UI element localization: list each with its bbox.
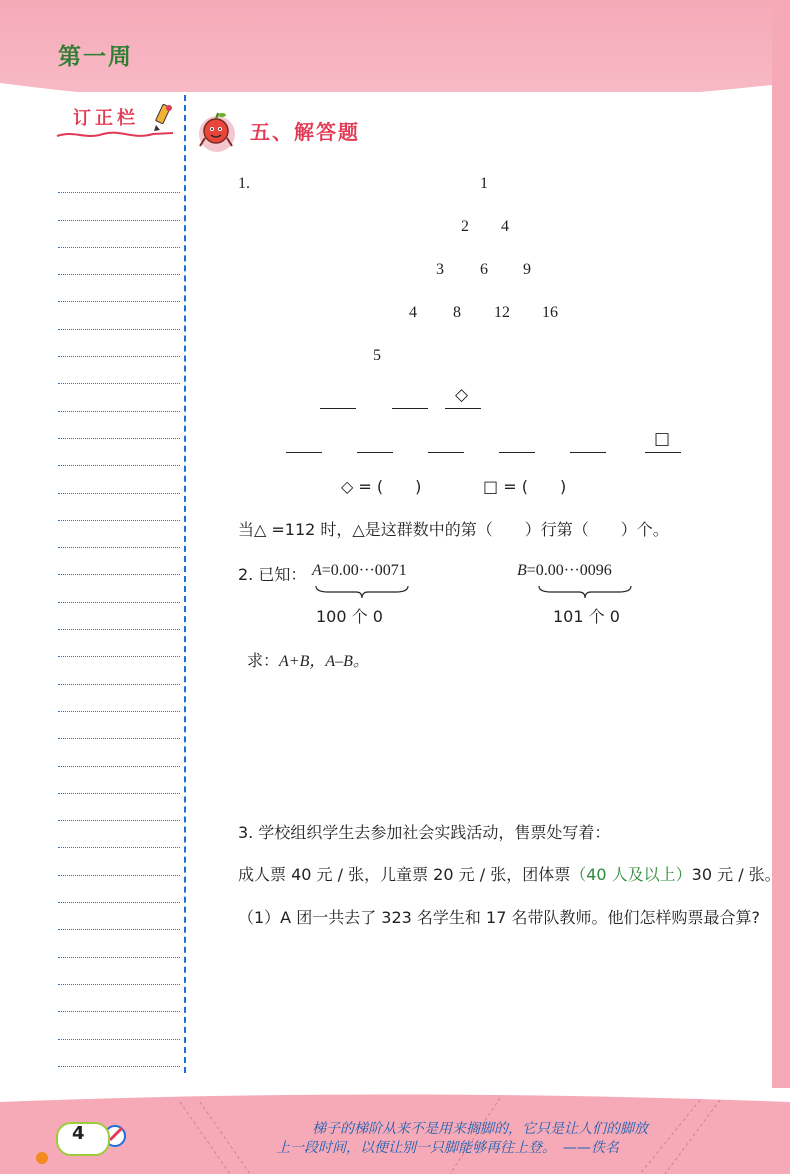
problem2-label: 2. 已知： xyxy=(238,565,307,584)
triangle-number: 3 xyxy=(436,261,444,278)
zeros-a: 100 个 0 xyxy=(316,607,383,626)
diamond-symbol: ◇ xyxy=(455,385,469,405)
triangle-number: 4 xyxy=(409,304,417,321)
problem3-question1: （1）A 团一共去了 323 名学生和 17 名带队教师。他们怎样购票最合算? xyxy=(238,908,760,927)
problem3-intro: 3. 学校组织学生去参加社会实践活动，售票处写着： xyxy=(238,823,611,842)
square-answer[interactable]: □ = ( ) xyxy=(483,477,567,496)
answer-blank[interactable] xyxy=(392,408,428,409)
correction-column-title: 订正栏 xyxy=(73,108,139,129)
column-divider xyxy=(184,95,186,1073)
answer-blank[interactable] xyxy=(286,452,322,453)
value-b: B=0.00···0096 xyxy=(517,562,612,579)
brace-a xyxy=(314,584,410,600)
problem1-question: 当△ =112 时，△是这群数中的第（ ）行第（ ）个。 xyxy=(238,520,669,539)
triangle-number: 5 xyxy=(373,347,381,364)
footer-quote-line2: 上一段时间，以便让别一只脚能够再往上登。 ——佚名 xyxy=(276,1140,619,1156)
triangle-number: 6 xyxy=(480,261,488,278)
triangle-number: 16 xyxy=(542,304,558,321)
answer-blank[interactable] xyxy=(570,452,606,453)
triangle-number: 1 xyxy=(480,175,488,192)
answer-blank[interactable] xyxy=(320,408,356,409)
answer-blank[interactable] xyxy=(645,452,681,453)
triangle-number: 8 xyxy=(453,304,461,321)
section-title: 五、解答题 xyxy=(250,120,360,144)
diamond-answer[interactable]: ◇ = ( ) xyxy=(341,477,422,496)
apple-mascot-icon xyxy=(197,108,237,154)
footer-quote-line1: 梯子的梯阶从来不是用来搁脚的，它只是让人们的脚放 xyxy=(312,1121,648,1137)
week-title: 第一周 xyxy=(58,44,133,70)
zeros-b: 101 个 0 xyxy=(553,607,620,626)
square-symbol: □ xyxy=(654,429,671,449)
triangle-number: 4 xyxy=(501,218,509,235)
title-underline xyxy=(55,128,175,142)
triangle-number: 9 xyxy=(523,261,531,278)
triangle-number: 2 xyxy=(461,218,469,235)
problem3-prices: 成人票 40 元 / 张，儿童票 20 元 / 张，团体票（40 人及以上）30 元 / 张。 xyxy=(238,865,781,884)
value-a: A=0.00···0071 xyxy=(312,562,407,579)
right-edge-band xyxy=(772,0,790,1174)
problem1-label: 1. xyxy=(238,175,250,192)
page-number: 4 xyxy=(72,1123,85,1144)
answer-blank[interactable] xyxy=(428,452,464,453)
brace-b xyxy=(537,584,633,600)
answer-blank[interactable] xyxy=(499,452,535,453)
correction-lines xyxy=(58,166,180,1094)
answer-blank[interactable] xyxy=(445,408,481,409)
triangle-number: 12 xyxy=(494,304,510,321)
answer-blank[interactable] xyxy=(357,452,393,453)
problem2-ask: 求：A+B，A–B。 xyxy=(247,651,369,670)
